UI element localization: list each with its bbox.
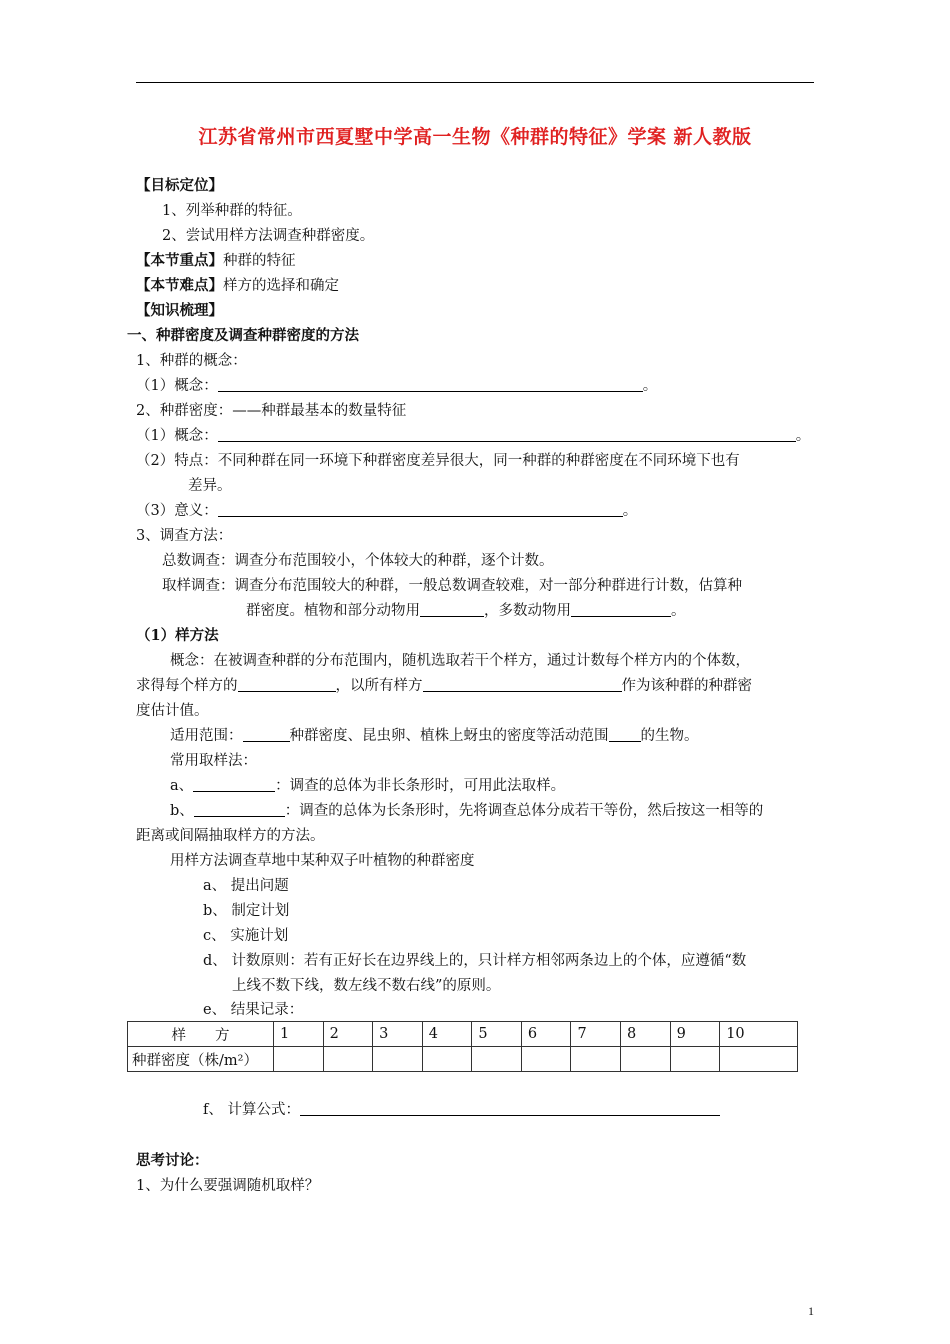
sampling-text-b: ，多数动物用	[484, 603, 571, 619]
animal-method-blank[interactable]	[571, 601, 671, 617]
population-concept-end: 。	[642, 378, 658, 394]
sampling-a-text: ：调查的总体为非长条形时，可用此法取样。	[275, 778, 566, 794]
table-cell-blank[interactable]	[373, 1047, 423, 1072]
record-table	[127, 1021, 798, 1072]
scope-text: 种群密度、昆虫卵、植株上蚜虫的密度等活动范围	[289, 728, 609, 744]
density-heading: 2、种群密度：——种群最基本的数量特征	[136, 403, 407, 419]
col-header: 10	[720, 1022, 798, 1047]
density-meaning-label: （3）意义：	[136, 503, 218, 519]
step-d-line-1: d、 计数原则：若有正好长在边界线上的，只计样方相邻两条边上的个体，应遵循“数	[203, 953, 747, 969]
table-cell-blank[interactable]	[670, 1047, 720, 1072]
table-cell-blank[interactable]	[472, 1047, 522, 1072]
quadrat-concept-line-3: 度估计值。	[136, 703, 209, 719]
table-cell-blank[interactable]	[422, 1047, 472, 1072]
table-row	[128, 1022, 798, 1047]
difficult-point-text: 样方的选择和确定	[223, 278, 339, 294]
goal-heading: 【目标定位】	[136, 177, 223, 194]
population-concept-line	[136, 376, 657, 396]
page-title: 江苏省常州市西夏墅中学高一生物《种群的特征》学案 新人教版	[198, 126, 752, 148]
census-method: 总数调查：调查分布范围较小，个体较大的种群，逐个计数。	[162, 553, 554, 569]
density-concept-label: （1）概念：	[136, 428, 218, 444]
step-a: a、 提出问题	[203, 878, 289, 894]
population-concept-label: （1）概念：	[136, 378, 218, 394]
key-point-text: 种群的特征	[223, 253, 296, 269]
population-concept-heading: 1、种群的概念：	[136, 353, 247, 369]
density-meaning-end: 。	[622, 503, 638, 519]
goal-item-2: 2、尝试用样方法调查种群密度。	[162, 228, 375, 244]
quadrat-text-c: 作为该种群的种群密	[621, 678, 752, 694]
table-cell-blank[interactable]	[720, 1047, 798, 1072]
col-header: 6	[521, 1022, 571, 1047]
quadrat-concept-line-2	[136, 676, 752, 696]
density-meaning-line	[136, 501, 637, 521]
density-feature-line-2: 差异。	[188, 478, 232, 494]
sampling-a-line	[170, 776, 565, 796]
population-concept-blank[interactable]	[218, 376, 643, 392]
table-cell-blank[interactable]	[521, 1047, 571, 1072]
sampling-method-line-1: 取样调查：调查分布范围较大的种群，一般总数调查较难，对一部分种群进行计数，估算种	[162, 578, 742, 594]
col-header: 8	[621, 1022, 671, 1047]
col-header: 2	[323, 1022, 373, 1047]
sampling-method-line-2	[246, 601, 686, 621]
methods-heading: 3、调查方法：	[136, 528, 233, 544]
table-cell-blank[interactable]	[571, 1047, 621, 1072]
discussion-question-1: 1、为什么要强调随机取样？	[136, 1178, 320, 1194]
common-sampling-heading: 常用取样法：	[170, 753, 257, 769]
difficult-point-line	[136, 276, 339, 296]
sampling-b-blank[interactable]	[194, 801, 285, 817]
formula-blank[interactable]	[300, 1100, 720, 1116]
plant-method-blank[interactable]	[420, 601, 484, 617]
col-header: 9	[670, 1022, 720, 1047]
row-header-density: 种群密度（株/m²）	[128, 1047, 274, 1072]
sampling-text-c: 。	[671, 603, 686, 619]
col-header: 3	[373, 1022, 423, 1047]
sampling-a-blank[interactable]	[193, 776, 275, 792]
section-1-heading: 一、种群密度及调查种群密度的方法	[127, 327, 359, 344]
col-header: 4	[422, 1022, 472, 1047]
goal-item-1: 1、列举种群的特征。	[162, 203, 302, 219]
quadrat-text-a: 求得每个样方的	[136, 678, 238, 694]
scope-blank-1[interactable]	[243, 726, 290, 742]
scope-label: 适用范围：	[170, 728, 243, 744]
step-b: b、 制定计划	[203, 903, 290, 919]
quadrat-heading: （1）样方法	[136, 627, 219, 644]
density-meaning-blank[interactable]	[218, 501, 623, 517]
sampling-b-line-2: 距离或间隔抽取样方的方法。	[136, 828, 325, 844]
step-f-label: f、 计算公式：	[203, 1102, 300, 1118]
table-cell-blank[interactable]	[323, 1047, 373, 1072]
scope-blank-2[interactable]	[609, 726, 641, 742]
page-number: 1	[808, 1304, 814, 1318]
sampling-b-text: ：调查的总体为长条形时，先将调查总体分成若干等份，然后按这一相等的	[284, 803, 764, 819]
survey-heading: 用样方法调查草地中某种双子叶植物的种群密度	[170, 853, 475, 869]
header-rule	[136, 82, 814, 83]
density-feature-line-1: （2）特点：不同种群在同一环境下种群密度差异很大，同一种群的种群密度在不同环境下也有	[136, 453, 740, 469]
table-cell-blank[interactable]	[274, 1047, 324, 1072]
table-cell-blank[interactable]	[621, 1047, 671, 1072]
quadrat-concept-line-1: 概念：在被调查种群的分布范围内，随机选取若干个样方，通过计数每个样方内的个体数，	[170, 653, 750, 669]
density-concept-blank[interactable]	[218, 426, 796, 442]
discussion-heading: 思考讨论：	[136, 1152, 209, 1169]
sampling-b-prefix: b、	[170, 803, 194, 819]
sampling-a-prefix: a、	[170, 778, 194, 794]
sampling-text-a: 群密度。植物和部分动物用	[246, 603, 420, 619]
col-header: 7	[571, 1022, 621, 1047]
step-d-line-2: 上线不数下线，数左线不数右线”的原则。	[232, 978, 501, 994]
sampling-b-line	[170, 801, 763, 821]
step-f-line	[203, 1100, 720, 1120]
quadrat-text-b: ，以所有样方	[335, 678, 423, 694]
col-header: 1	[274, 1022, 324, 1047]
knowledge-heading: 【知识梳理】	[136, 302, 223, 319]
density-concept-line	[136, 426, 810, 446]
step-e: e、 结果记录：	[203, 1002, 304, 1018]
col-header: 5	[472, 1022, 522, 1047]
all-quadrats-blank[interactable]	[423, 676, 622, 692]
key-point-heading: 【本节重点】	[136, 252, 223, 269]
row-header-quadrat: 样 方	[128, 1022, 274, 1047]
per-quadrat-blank[interactable]	[238, 676, 336, 692]
key-point-line	[136, 251, 296, 271]
table-row	[128, 1047, 798, 1072]
difficult-point-heading: 【本节难点】	[136, 277, 223, 294]
step-c: c、 实施计划	[203, 928, 289, 944]
scope-line	[170, 726, 699, 746]
density-concept-end: 。	[795, 428, 811, 444]
scope-end: 的生物。	[640, 728, 699, 744]
